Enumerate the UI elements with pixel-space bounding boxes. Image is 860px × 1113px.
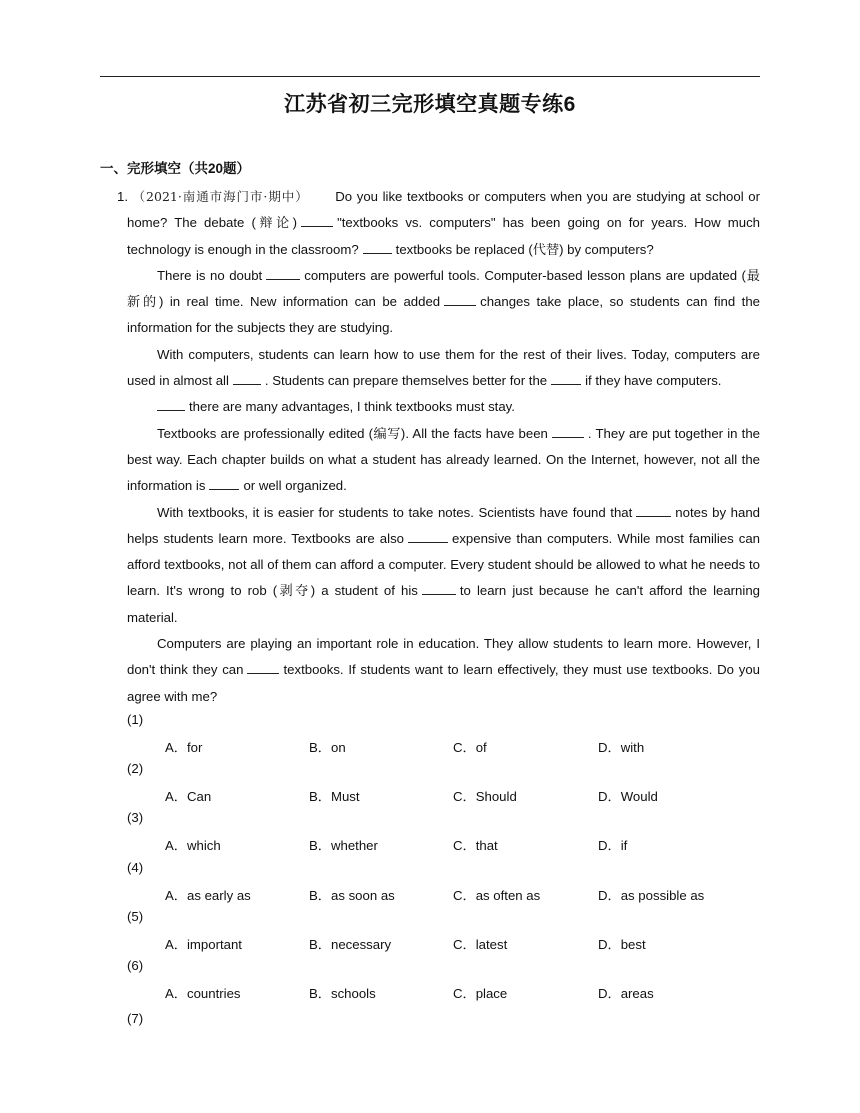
passage-text: Textbooks are professionally edited (编写). All the facts have been <box>157 425 548 441</box>
option-group <box>127 810 760 859</box>
passage-paragraph <box>127 631 760 710</box>
option-number: (3) <box>127 810 144 826</box>
answer-blank[interactable] <box>266 264 300 280</box>
answer-blank[interactable] <box>408 527 448 543</box>
passage-text: With textbooks, it is easier for students to take notes. Scientists have found that <box>157 504 633 520</box>
passage-text: if they have computers. <box>585 373 722 389</box>
answer-blank[interactable] <box>444 290 476 306</box>
option-group <box>127 958 760 1007</box>
passage-text: textbooks. If students want to learn effectively, they must use textbooks. Do you agree with me? <box>127 662 760 704</box>
page-title: 江苏省初三完形填空真题专练6 <box>284 93 576 116</box>
option-c[interactable]: C．that <box>453 838 498 854</box>
passage-text: Do you like textbooks or computers when you are studying at school or home? The debate (辩论) <box>127 189 760 231</box>
option-b[interactable]: B．whether <box>309 838 378 854</box>
option-group <box>127 909 760 958</box>
option-a[interactable]: A．which <box>165 838 221 854</box>
option-d[interactable]: D．if <box>598 838 628 854</box>
option-a[interactable]: A．countries <box>165 985 241 1001</box>
answer-blank[interactable] <box>233 369 261 385</box>
answer-blank[interactable] <box>636 501 671 517</box>
option-b[interactable]: B．on <box>309 740 346 755</box>
option-a[interactable]: A．important <box>165 936 242 952</box>
passage-text: textbooks be replaced (代替) by computers? <box>395 241 654 257</box>
option-b[interactable]: B．schools <box>309 985 376 1001</box>
passage-text: . Students can prepare themselves better for the <box>264 373 548 389</box>
option-b[interactable]: B．necessary <box>309 936 392 952</box>
option-c[interactable]: C．as often as <box>453 887 541 903</box>
option-number: (1) <box>127 712 144 727</box>
passage-paragraph <box>117 184 760 263</box>
passage-text: With computers, students can learn how to use them for the rest of their lives. Today, computers are used in almost all <box>127 346 760 389</box>
question-source: （2021·南通市海门市·期中） <box>132 189 309 204</box>
passage-text: changes take place, so students can find the information for the subjects they are studying. <box>127 294 760 336</box>
option-b[interactable]: B．as soon as <box>309 887 395 903</box>
question-number: 1. <box>117 189 128 204</box>
answer-blank[interactable] <box>301 211 333 227</box>
passage-text: computers are powerful tools. Computer-based lesson plans are updated (最新的) in real time. New information can be added <box>127 267 760 310</box>
passage-text: or well organized. <box>243 478 347 494</box>
passage-text: . They are put together in the best way. Each chapter builds on what a student has already learned. On the Internet, however, not all the information is <box>127 425 760 494</box>
answer-blank[interactable] <box>209 474 239 490</box>
answer-blank[interactable] <box>157 395 185 411</box>
option-group <box>127 761 760 810</box>
option-row <box>165 786 760 806</box>
answer-blank[interactable] <box>363 238 392 254</box>
passage-paragraph <box>127 500 760 631</box>
answer-blank[interactable] <box>422 579 456 595</box>
option-number: (4) <box>127 859 144 875</box>
passage-text: There is no doubt <box>157 267 263 283</box>
section-heading: 一、完形填空（共20题） <box>100 161 251 176</box>
option-row <box>165 885 760 905</box>
answer-options <box>127 712 760 1007</box>
passage-paragraph <box>127 421 760 500</box>
option-group <box>127 712 760 761</box>
option-row <box>165 737 760 757</box>
option-d[interactable]: D．as possible as <box>598 887 705 903</box>
answer-blank[interactable] <box>551 369 581 385</box>
passage-paragraph <box>127 263 760 342</box>
option-c[interactable]: C．latest <box>453 936 508 952</box>
option-d[interactable]: D．with <box>598 740 645 755</box>
option-d[interactable]: D．Would <box>598 789 658 805</box>
option-d[interactable]: D．best <box>598 936 646 952</box>
option-number: (6) <box>127 957 144 973</box>
passage-paragraph <box>127 342 760 395</box>
option-a[interactable]: A．for <box>165 740 203 755</box>
option-a[interactable]: A．as early as <box>165 887 251 903</box>
question-passage <box>117 184 760 710</box>
option-c[interactable]: C．Should <box>453 789 517 805</box>
option-row <box>165 934 760 954</box>
passage-text: notes by hand helps students learn more. Textbooks are also <box>127 504 760 546</box>
option-c[interactable]: C．place <box>453 985 508 1001</box>
passage-text: there are many advantages, I think textbooks must stay. <box>189 399 515 415</box>
option-b[interactable]: B．Must <box>309 789 360 805</box>
header-rule <box>100 76 760 77</box>
option-c[interactable]: C．of <box>453 740 487 755</box>
option-a[interactable]: A．Can <box>165 789 212 805</box>
passage-text: expensive than computers. While most families can afford textbooks, not all of them can afford a computer. Every student should be allowed to what he needs to learn. It's wrong to rob (剥夺) a student of his <box>127 530 760 599</box>
passage-text: "textbooks vs. computers" has been going on for years. How much technology is enough in the classroom? <box>127 215 760 257</box>
answer-blank[interactable] <box>247 658 279 674</box>
option-group <box>127 860 760 909</box>
answer-blank[interactable] <box>552 422 584 438</box>
option-number: (2) <box>127 761 144 777</box>
passage-text: to learn just because he can't afford the learning material. <box>127 583 760 625</box>
passage-text: Computers are playing an important role in education. They allow students to learn more. However, I don't think they can <box>127 636 760 678</box>
option-row <box>165 835 760 855</box>
passage-paragraph <box>127 394 760 420</box>
option-d[interactable]: D．areas <box>598 985 654 1001</box>
option-number: (7) <box>127 1011 144 1026</box>
option-number: (5) <box>127 908 144 924</box>
option-row <box>165 983 760 1003</box>
